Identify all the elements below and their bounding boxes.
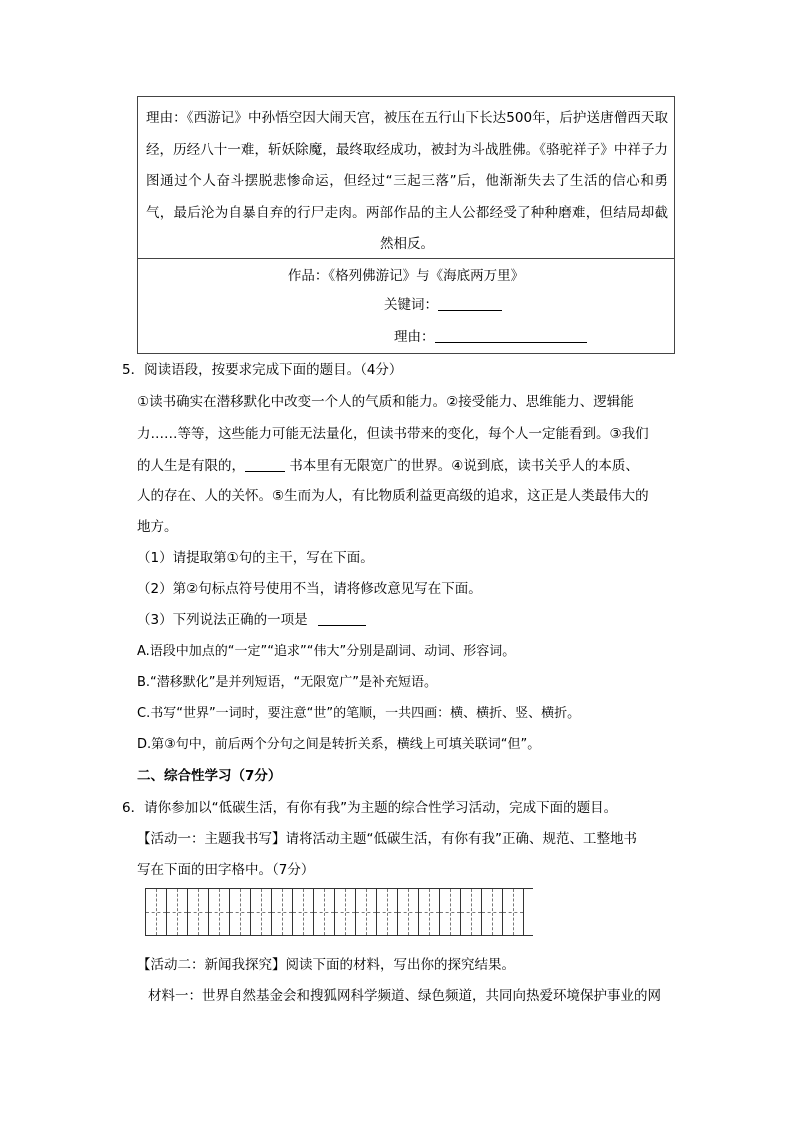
q6-activity1-line2: 写在下面的田字格中。（7分） bbox=[137, 862, 315, 878]
grid-cell[interactable] bbox=[377, 889, 398, 935]
q5-option-b: B.“潜移默化”是并列短语，“无限宽广”是补充短语。 bbox=[137, 675, 437, 690]
q5-option-c: C.书写“世界”一词时，要注意“世”的笔顺，一共四画：横、横折、竖、横折。 bbox=[137, 706, 581, 721]
reason-row bbox=[394, 325, 587, 349]
grid-cell[interactable] bbox=[272, 889, 293, 935]
q6-activity2: 【活动二：新闻我探究】阅读下面的材料，写出你的探究结果。 bbox=[137, 957, 515, 973]
grid-cell[interactable] bbox=[209, 889, 230, 935]
table-divider bbox=[138, 258, 674, 259]
q5-line-3-prefix: 的人生是有限的， bbox=[137, 458, 245, 474]
q5-sub1: （1）请提取第①句的主干，写在下面。 bbox=[137, 550, 374, 566]
q5-option-d: D.第③句中，前后两个分句之间是转折关系，横线上可填关联词“但”。 bbox=[137, 737, 541, 752]
reason-label: 理由： bbox=[394, 329, 435, 345]
grid-cell[interactable] bbox=[251, 889, 272, 935]
q5-line-5: 地方。 bbox=[137, 519, 178, 535]
grid-cell[interactable] bbox=[188, 889, 209, 935]
grid-cell[interactable] bbox=[503, 889, 524, 935]
q5-title: 5．阅读语段，按要求完成下面的题目。（4分） bbox=[122, 362, 403, 378]
grid-cell[interactable] bbox=[419, 889, 440, 935]
works-line: 作品：《格列佛游记》与《海底两万里》 bbox=[287, 268, 525, 284]
q5-sub3-text: （3）下列说法正确的一项是 bbox=[137, 612, 308, 628]
section-2-heading: 二、综合性学习（7分） bbox=[137, 768, 282, 784]
keyword-label: 关键词： bbox=[384, 297, 438, 313]
keyword-row bbox=[384, 293, 502, 317]
grid-cell[interactable] bbox=[335, 889, 356, 935]
q5-line-4: 人的存在、人的关怀。⑤生而为人，有比物质利益更高级的追求，这正是人类最伟大的 bbox=[137, 488, 649, 504]
grid-cell[interactable] bbox=[440, 889, 461, 935]
q5-sub3-blank[interactable] bbox=[318, 611, 366, 626]
grid-cell[interactable] bbox=[482, 889, 503, 935]
q5-line-3 bbox=[137, 456, 677, 476]
q5-blank[interactable] bbox=[245, 457, 285, 472]
grid-cell[interactable] bbox=[146, 889, 167, 935]
q5-line-3-rest: 书本里有无限宽广的世界。④说到底，读书关乎人的本质、 bbox=[289, 458, 639, 474]
grid-cell[interactable] bbox=[461, 889, 482, 935]
q6-title: 6．请你参加以“低碳生活，有你有我”为主题的综合性学习活动，完成下面的题目。 bbox=[122, 800, 618, 816]
reason-text: 理由：《西游记》中孙悟空因大闹天宫，被压在五行山下长达500年，后护送唐僧西天取经，历经八十一难，斩妖除魔，最终取经成功，被封为斗战胜佛。《骆驼祥子》中祥子力图通过个人奋斗摆脱悲惨命运，但经过“三起三落”后，他渐渐失去了生活的信心和勇气，最后沦为自暴自弃的行尸走肉。两部作品的主人公都经受了种种磨难，但结局却截然相反。 bbox=[146, 110, 668, 252]
keyword-blank[interactable] bbox=[438, 296, 502, 311]
grid-cell[interactable] bbox=[314, 889, 335, 935]
grid-cell[interactable] bbox=[293, 889, 314, 935]
grid-cell[interactable] bbox=[356, 889, 377, 935]
q5-option-a: A.语段中加点的“一定”“追求”“伟大”分别是副词、动词、形容词。 bbox=[137, 644, 516, 659]
tianzi-grid[interactable] bbox=[145, 888, 533, 936]
grid-cell[interactable] bbox=[167, 889, 188, 935]
reason-blank[interactable] bbox=[435, 328, 587, 343]
grid-cell[interactable] bbox=[230, 889, 251, 935]
q6-activity1-line1: 【活动一：主题我书写】请将活动主题“低碳生活，有你有我”正确、规范、工整地书 bbox=[137, 831, 637, 847]
q6-material1: 材料一：世界自然基金会和搜狐网科学频道、绿色频道，共同向热爱环境保护事业的网 bbox=[148, 988, 661, 1004]
answer-table bbox=[137, 96, 675, 354]
q5-sub3 bbox=[137, 610, 366, 630]
q5-line-2: 力……等等，这些能力可能无法量化，但读书带来的变化，每个人一定能看到。③我们 bbox=[137, 426, 649, 442]
q5-line-1: ①读书确实在潜移默化中改变一个人的气质和能力。②接受能力、思维能力、逻辑能 bbox=[137, 394, 634, 410]
q5-sub2: （2）第②句标点符号使用不当，请将修改意见写在下面。 bbox=[137, 581, 482, 597]
grid-cell[interactable] bbox=[398, 889, 419, 935]
